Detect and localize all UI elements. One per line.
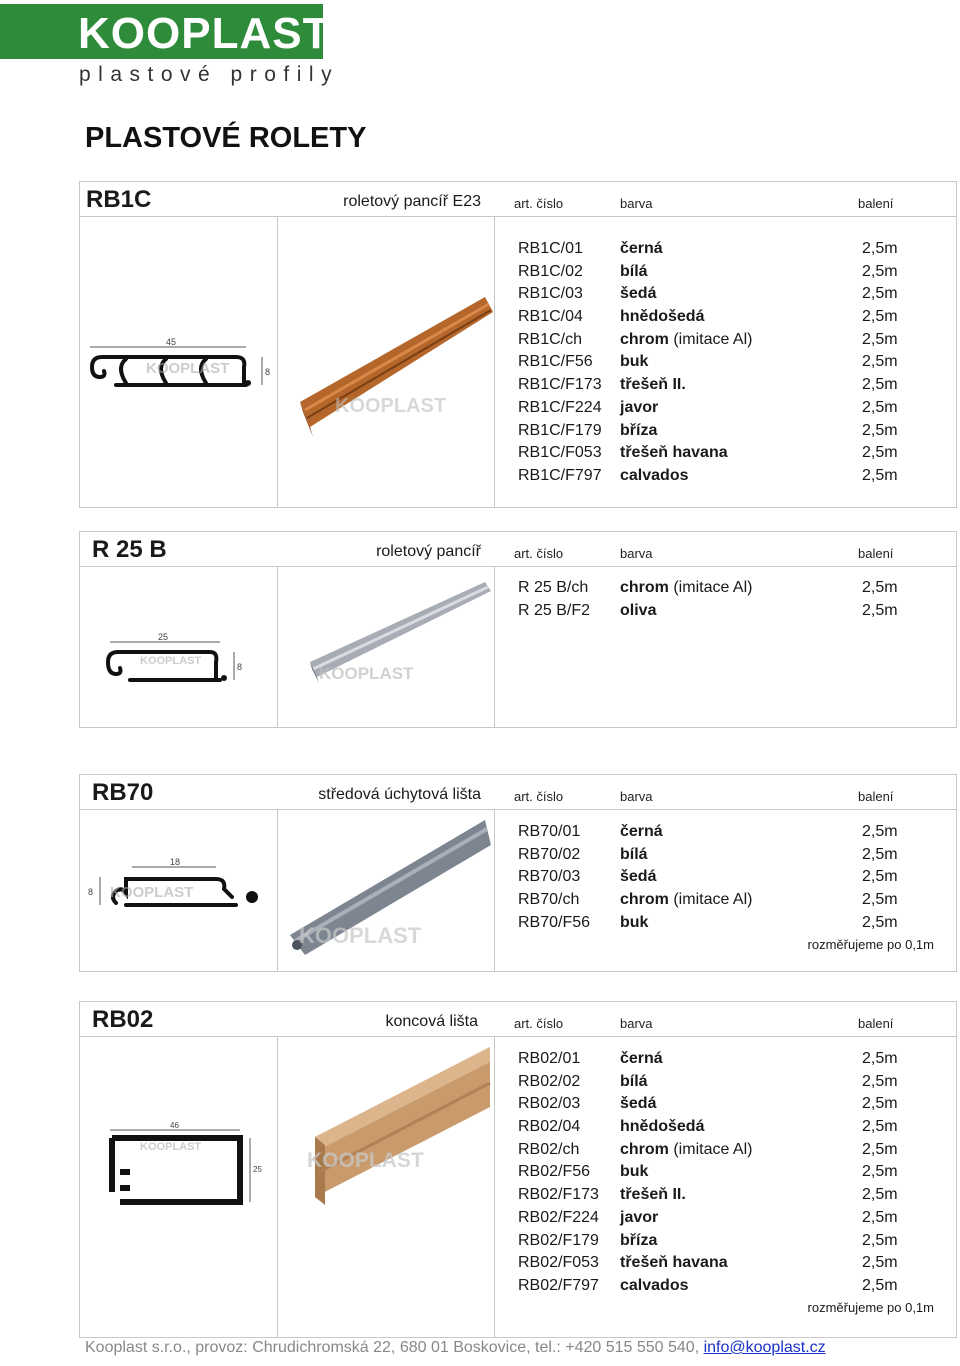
list-item: RB1C/F173 třešeň II. 2,5m [518, 376, 898, 394]
section-header [80, 775, 956, 810]
brand-name: KOOPLAST [78, 9, 331, 58]
brand-tagline: plastové profily [79, 63, 340, 86]
watermark: KOOPLAST [140, 655, 202, 667]
footer-address: Kooplast s.r.o., provoz: Chrudichromská 22, 680 01 Boskovice, tel.: +420 515 550 540, [85, 1339, 704, 1356]
list-item: RB1C/F224 javor 2,5m [518, 398, 898, 416]
list-item: RB02/F053 třešeň havana 2,5m [518, 1254, 898, 1272]
watermark: KOOPLAST [146, 360, 230, 377]
section-header [80, 532, 956, 567]
dimension-height: 8 [265, 367, 271, 377]
watermark: KOOPLAST [299, 923, 422, 948]
dimension-height: 25 [253, 1165, 262, 1174]
list-item: RB1C/01 černá 2,5m [518, 240, 898, 257]
watermark: KOOPLAST [307, 1149, 424, 1172]
product-description: roletový pancíř E23 [343, 193, 481, 210]
header-pack: balení [858, 196, 894, 211]
footer-contact [85, 1339, 826, 1357]
dimension-width: 18 [170, 857, 181, 867]
list-item: RB70/ch chrom (imitace Al) 2,5m [518, 891, 898, 909]
product-section-rb70 [79, 774, 957, 972]
brand-logo [0, 4, 331, 59]
list-item: RB02/F797 calvados 2,5m [518, 1276, 898, 1294]
list-item: RB1C/F179 bříza 2,5m [518, 421, 898, 439]
list-item: RB1C/ch chrom (imitace Al) 2,5m [518, 330, 898, 348]
list-item: RB02/F173 třešeň II. 2,5m [518, 1186, 898, 1204]
header-art: art. číslo [514, 196, 564, 211]
watermark: KOOPLAST [335, 395, 447, 417]
header-color: barva [620, 789, 653, 804]
list-item: RB1C/04 hnědošedá 2,5m [518, 308, 898, 326]
product-image [305, 577, 495, 687]
product-code: R 25 B [92, 536, 167, 563]
list-item: RB02/02 bílá 2,5m [518, 1072, 898, 1090]
list-item: RB70/02 bílá 2,5m [518, 845, 898, 863]
list-item: RB02/ch chrom (imitace Al) 2,5m [518, 1140, 898, 1158]
list-item: RB1C/02 bílá 2,5m [518, 262, 898, 280]
product-code: RB70 [92, 779, 154, 806]
watermark: KOOPLAST [110, 884, 194, 901]
list-item: RB70/03 šedá 2,5m [518, 868, 898, 886]
header-art: art. číslo [514, 1016, 564, 1031]
dimension-width: 45 [166, 337, 177, 347]
list-item: RB1C/F797 calvados 2,5m [518, 466, 898, 484]
watermark: KOOPLAST [319, 664, 414, 683]
product-code: RB02 [92, 1006, 154, 1033]
list-item: RB02/01 černá 2,5m [518, 1050, 898, 1067]
product-code: RB1C [86, 186, 152, 213]
list-item: RB02/F224 javor 2,5m [518, 1208, 898, 1226]
list-item: RB02/03 šedá 2,5m [518, 1095, 898, 1113]
header-pack: balení [858, 789, 894, 804]
product-description: středová úchytová lišta [318, 786, 481, 803]
email-link[interactable]: info@kooplast.cz [703, 1339, 826, 1356]
header-color: barva [620, 196, 653, 211]
variant-list [518, 240, 898, 490]
product-section-rb1c [79, 181, 957, 508]
list-item: RB70/F56 buk 2,5m [518, 913, 898, 931]
product-image [285, 815, 495, 965]
variant-list [518, 823, 898, 936]
product-section-rb02 [79, 1001, 957, 1338]
section-header [80, 182, 956, 217]
profile-drawing [86, 857, 276, 917]
watermark: KOOPLAST [140, 1141, 202, 1153]
header-color: barva [620, 546, 653, 561]
list-item: RB02/F179 bříza 2,5m [518, 1231, 898, 1249]
header-pack: balení [858, 546, 894, 561]
variant-list [518, 1050, 898, 1300]
cut-note: rozměřujeme po 0,1m [807, 1300, 934, 1315]
dimension-width: 46 [170, 1122, 179, 1130]
product-description: roletový pancíř [376, 543, 481, 560]
cut-note: rozměřujeme po 0,1m [807, 937, 934, 952]
list-item: RB02/04 hnědošedá 2,5m [518, 1118, 898, 1136]
list-item: RB1C/03 šedá 2,5m [518, 285, 898, 303]
header-art: art. číslo [514, 546, 564, 561]
section-header [80, 1002, 956, 1037]
list-item: R 25 B/ch chrom (imitace Al) 2,5m [518, 579, 898, 596]
dimension-height: 8 [88, 887, 94, 897]
product-image [295, 292, 495, 442]
header-art: art. číslo [514, 789, 564, 804]
list-item: RB02/F56 buk 2,5m [518, 1163, 898, 1181]
list-item: R 25 B/F2 oliva 2,5m [518, 601, 898, 619]
page-title: PLASTOVÉ ROLETY [85, 122, 367, 154]
product-image [305, 1047, 495, 1217]
header-pack: balení [858, 1016, 894, 1031]
variant-list [518, 579, 898, 624]
product-section-r25b [79, 531, 957, 728]
dimension-height: 8 [237, 662, 243, 672]
list-item: RB70/01 černá 2,5m [518, 823, 898, 840]
profile-drawing [86, 337, 276, 397]
list-item: RB1C/F053 třešeň havana 2,5m [518, 444, 898, 462]
product-description: koncová lišta [385, 1013, 478, 1030]
profile-drawing [100, 632, 250, 692]
profile-drawing [100, 1122, 270, 1212]
list-item: RB1C/F56 buk 2,5m [518, 353, 898, 371]
dimension-width: 25 [158, 632, 169, 642]
header-color: barva [620, 1016, 653, 1031]
